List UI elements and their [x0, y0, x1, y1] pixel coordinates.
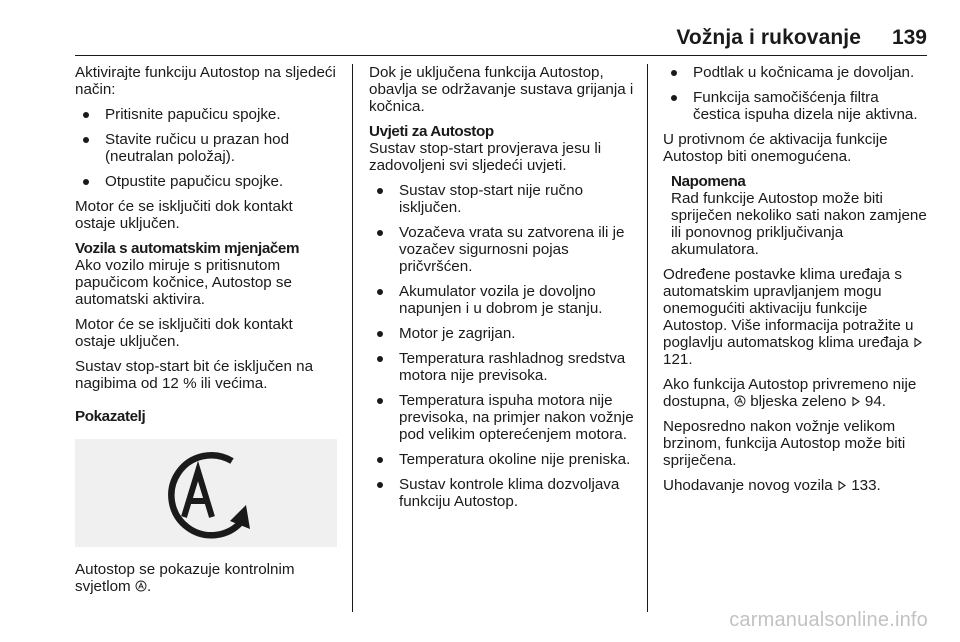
automatic-transmission-section: [75, 240, 337, 308]
column-1: [75, 64, 337, 603]
automatic-transmission-text: Ako vozilo miruje s pritisnutom papučicom kočnice, Autostop se automatski aktivira.: [75, 257, 292, 308]
unavailable-text-b: bljeska zeleno: [750, 393, 847, 410]
list-item: Pritisnite papučicu spojke.: [75, 106, 337, 123]
list-item: Akumulator vozila je dovoljno napunjen i u dobrom je stanju.: [369, 283, 639, 317]
list-item: Vozačeva vrata su zatvorena ili je vozačev sigurnosni pojas pričvršćen.: [369, 224, 639, 275]
high-speed-text: Neposredno nakon vožnje velikom brzinom, funkcija Autostop može biti spriječena.: [663, 418, 906, 469]
conditions-heading: Uvjeti za Autostop: [369, 123, 494, 140]
conditions-intro: Sustav stop-start provjerava jesu li zadovoljeni svi sljedeći uvjeti.: [369, 140, 602, 174]
list-item: Podtlak u kočnicama je dovoljan.: [663, 64, 927, 81]
list-item: Temperatura okoline nije preniska.: [369, 451, 639, 468]
climate-control-body: Određene postavke klima uređaja s automatskim upravljanjem mogu onemogućiti aktivaciju funkcije Autostop. Više informacija potražite u poglavlju automatskog klima uređaja: [663, 266, 914, 351]
unavailable-text-a: Ako funkcija Autostop privremeno nije dostupna,: [663, 376, 917, 410]
reference-arrow-icon: [837, 480, 847, 491]
indicator-caption-end: .: [146, 578, 152, 595]
indicator-illustration: [75, 439, 337, 547]
column-divider-1: [352, 64, 353, 612]
list-item: Temperatura ispuha motora nije previsoka, na primjer nakon vožnje pod velikim opterećenjem motora.: [369, 392, 639, 443]
list-item: Stavite ručicu u prazan hod (neutralan položaj).: [75, 131, 337, 165]
unavailable-page-ref[interactable]: 94.: [864, 393, 887, 410]
autostop-a-icon: [146, 447, 266, 539]
indicator-heading: Pokazatelj: [75, 408, 146, 425]
reference-arrow-icon: [913, 337, 923, 348]
list-item: Motor je zagrijan.: [369, 325, 639, 342]
note-heading: Napomena: [671, 173, 746, 190]
note-text: Rad funkcije Autostop može biti spriječen nekoliko sati nakon zamjene ili ponovnog priključivanja akumulatora.: [671, 190, 927, 258]
engine-off-note-2: Motor će se isključiti dok kontakt ostaje uključen.: [75, 316, 293, 350]
climate-control-text: [663, 266, 927, 368]
slope-disable-note: Sustav stop-start bit će isključen na nagibima od 12 % ili većima.: [75, 358, 314, 392]
page-number: 139: [891, 26, 927, 49]
autostop-a-icon: [734, 395, 746, 407]
column-3: [663, 64, 927, 502]
climate-control-page-ref[interactable]: 121.: [663, 351, 693, 368]
list-item: Otpustite papučicu spojke.: [75, 173, 337, 190]
conditions-section: [369, 123, 639, 174]
new-vehicle-page-ref[interactable]: 133.: [851, 477, 881, 494]
indicator-caption-text: Autostop se pokazuje kontrolnim svjetlom: [75, 561, 295, 595]
maintenance-intro: Dok je uključena funkcija Autostop, obavlja se održavanje sustava grijanja i kočnica.: [369, 64, 634, 115]
unavailable-text: [663, 376, 927, 410]
watermark: carmanualsonline.info: [729, 609, 928, 631]
conditions-list: [369, 182, 639, 510]
activation-intro: Aktivirajte funkciju Autostop na sljedeći način:: [75, 64, 336, 98]
list-item: Sustav stop-start nije ručno isključen.: [369, 182, 639, 216]
new-vehicle-body: Uhodavanje novog vozila: [663, 477, 833, 494]
list-item: Funkcija samočišćenja filtra čestica ispuha dizela nije aktivna.: [663, 89, 927, 123]
chapter-title: Vožnja i rukovanje: [676, 26, 861, 49]
page-header: [75, 26, 927, 56]
activation-steps: [75, 106, 337, 190]
list-item: Sustav kontrole klima dozvoljava funkciju Autostop.: [369, 476, 639, 510]
autostop-a-icon: [135, 580, 147, 592]
new-vehicle-text: [663, 477, 927, 494]
indicator-caption: [75, 561, 337, 595]
conditions-list-continued: [663, 64, 927, 123]
automatic-transmission-heading: Vozila s automatskim mjenjačem: [75, 240, 300, 257]
column-2: [369, 64, 639, 518]
engine-off-note-1: Motor će se isključiti dok kontakt ostaje uključen.: [75, 198, 293, 232]
column-divider-2: [647, 64, 648, 612]
otherwise-disabled-text: U protivnom će aktivacija funkcije Autostop biti onemogućena.: [663, 131, 888, 165]
note-block: [663, 173, 927, 258]
reference-arrow-icon: [851, 396, 861, 407]
list-item: Temperatura rashladnog sredstva motora nije previsoka.: [369, 350, 639, 384]
